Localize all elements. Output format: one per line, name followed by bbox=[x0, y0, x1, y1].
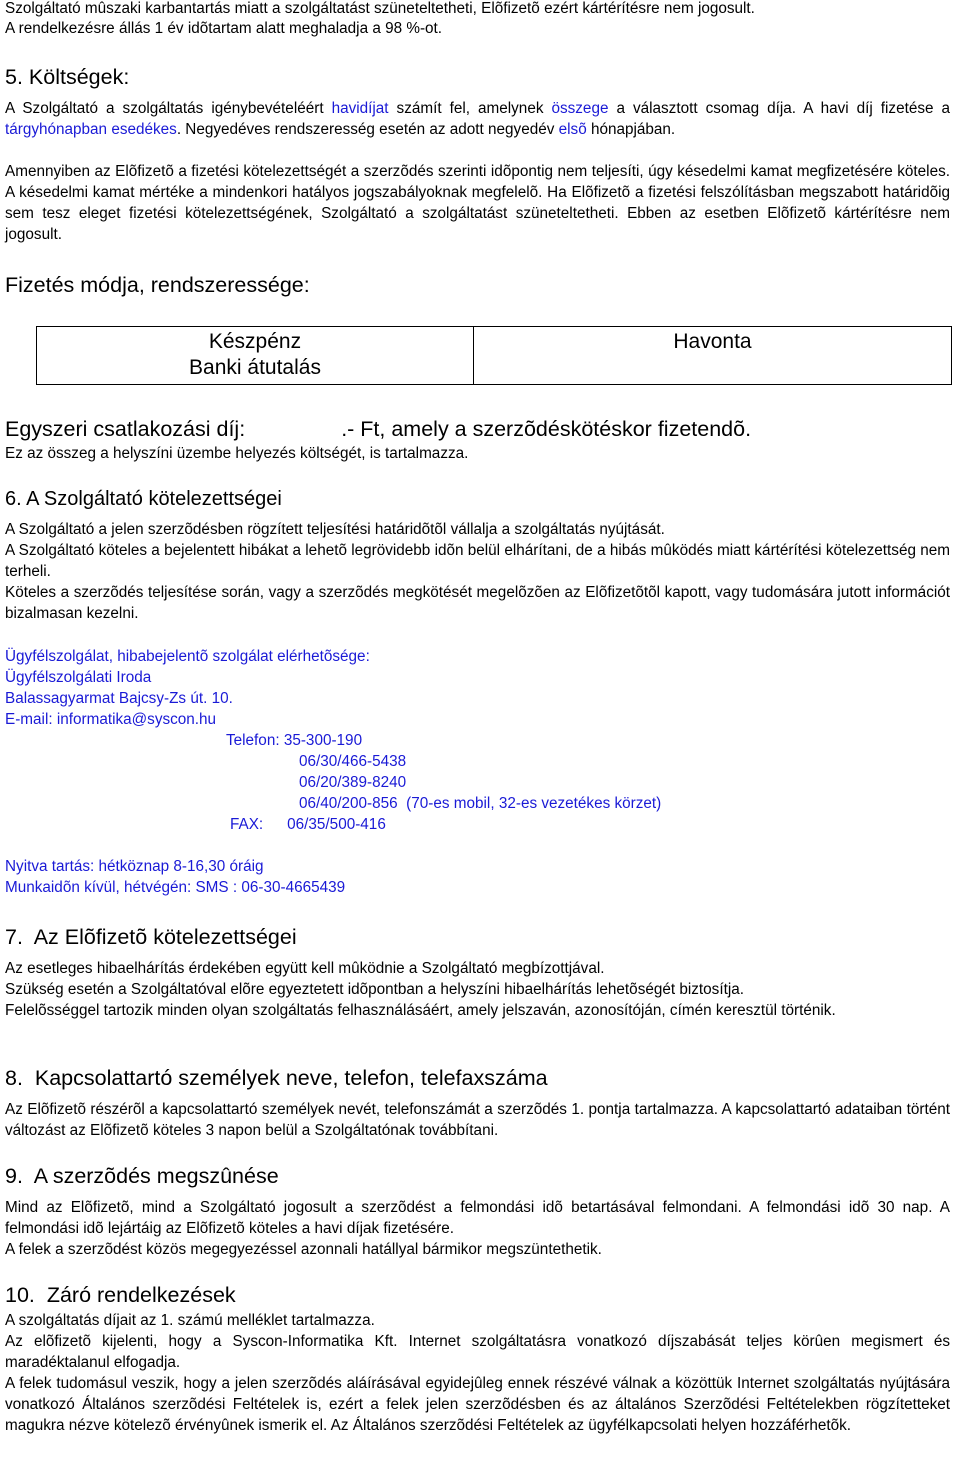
payment-method-transfer: Banki átutalás bbox=[189, 356, 321, 379]
fax-row bbox=[5, 814, 950, 835]
phone-label: Telefon: bbox=[226, 732, 280, 749]
contact-heading: Ügyfélszolgálat, hibabejelentõ szolgálat elérhetõsége: bbox=[5, 648, 370, 665]
connection-fee-text: .- Ft, amely a szerzõdéskötéskor fizetendõ. bbox=[341, 417, 752, 441]
section-6-paragraph-2: A Szolgáltató köteles a bejelentett hibákat a lehetõ legrövidebb idõn belül elhárítani, de a hibás mûködés miatt kártérítési kötelezettség nem terheli. bbox=[5, 542, 950, 580]
section-7-paragraph-1: Az esetleges hibaelhárítás érdekében együtt kell mûködnie a Szolgáltató megbízottjával. bbox=[5, 960, 605, 977]
section-10-heading: 10. Záró rendelkezések bbox=[5, 1283, 236, 1307]
section-5-paragraph-1: A Szolgáltató a szolgáltatás igénybevételéért havidíjat számít fel, amelynek összege a választott csomag díja. A havi díj fizetése a tárgyhónapban esedékes. Negyedéves rendszeresség esetén az adott negyedév elsõ hónapjában. bbox=[5, 100, 951, 138]
contact-email[interactable]: E-mail: informatika@syscon.hu bbox=[5, 711, 217, 728]
phone-number-3: 06/20/389-8240 bbox=[299, 774, 407, 791]
section-9-paragraph-2: A felek a szerzõdést közös megegyezéssel azonnali hatállyal bármikor megszüntethetik. bbox=[5, 1241, 602, 1258]
section-6-paragraph-3: Köteles a szerzõdés teljesítése során, vagy a szerzõdés megkötését megelõzõen az Elõfizetõtõl kapott, vagy tudomására jutott információt bizalmasan kezelni. bbox=[5, 584, 950, 622]
intro-line-2: A rendelkezésre állás 1 év idõtartam alatt meghaladja a 98 %-ot. bbox=[5, 20, 443, 37]
connection-fee-note: Ez az összeg a helyszíni üzembe helyezés költségét, is tartalmazza. bbox=[5, 445, 469, 462]
section-6-paragraph-1: A Szolgáltató a jelen szerzõdésben rögzített teljesítési határidõtõl vállalja a szolgáltatás nyújtását. bbox=[5, 521, 665, 538]
section-6-heading: 6. A Szolgáltató kötelezettségei bbox=[5, 488, 282, 510]
section-10-paragraph-2: Az elõfizetõ kijelenti, hogy a Syscon-Informatika Kft. Internet szolgáltatásra vonatkozó díjszabását teljes körûen megismert és maradéktalanul elfogadja. bbox=[5, 1333, 950, 1371]
section-5-paragraph-2: Amennyiben az Elõfizetõ a fizetési kötelezettségét a szerzõdés szerinti idõpontig nem teljesíti, úgy késedelmi kamat megfizetésére köteles. A késedelmi kamat mértéke a mindenkori hatályos jogszabályoknak megfelelõ. Ha Elõfizetõ a fizetési felszólításban megszabott határidõig sem tesz eleget fizetési kötelezettségének, Szolgáltató a szolgáltatást szüneteltetheti. Ebben az esetben Elõfizetõ kártérítésre nem jogosult. bbox=[5, 163, 950, 243]
contact-phone-row bbox=[5, 730, 950, 751]
section-8-paragraph-1: Az Elõfizetõ részérõl a kapcsolattartó személyek nevét, telefonszámát a szerzõdés 1. pontja tartalmazza. A kapcsolattartó adataiban történt változást az Elõfizetõ köteles 3 napon belül a Szolgáltatónak továbbítani. bbox=[5, 1101, 950, 1139]
section-7-paragraph-2: Szükség esetén a Szolgáltatóval elõre egyeztetett idõpontban a helyszíni hibaelhárítás lehetõségét biztosítja. bbox=[5, 981, 744, 998]
section-10-paragraph-3: A felek tudomásul veszik, hogy a jelen szerzõdés aláírásával egyidejûleg ennek részévé válnak a közöttük Internet szolgáltatás nyújtására vonatkozó Általános szerzõdési Feltételek is, ezért a felek jelen szerzõdésben és az általános Szerzõdési Feltételekben rögzítetteket magukra nézve kötelezõ érvényûnek ismerik el. Az Általános szerzõdési Feltételek az ügyfélkapcsolati helyen hozzáférhetõk. bbox=[5, 1375, 950, 1434]
contact-office: Ügyfélszolgálati Iroda bbox=[5, 669, 152, 686]
payment-methods-cell bbox=[37, 327, 474, 385]
connection-fee-label: Egyszeri csatlakozási díj: bbox=[5, 417, 246, 441]
payment-heading: Fizetés módja, rendszeressége: bbox=[5, 273, 310, 297]
phone-number-1: 35-300-190 bbox=[283, 732, 363, 749]
fax-number: 06/35/500-416 bbox=[287, 816, 386, 833]
fax-label: FAX: bbox=[230, 816, 264, 833]
section-5-heading: 5. Költségek: bbox=[5, 65, 130, 89]
phone-number-2: 06/30/466-5438 bbox=[299, 753, 407, 770]
after-hours-sms: Munkaidõn kívül, hétvégén: SMS : 06-30-4665439 bbox=[5, 879, 346, 896]
connection-fee-line bbox=[5, 416, 950, 442]
section-8-heading: 8. Kapcsolattartó személyek neve, telefon, telefaxszáma bbox=[5, 1066, 548, 1090]
intro-line-1: Szolgáltató mûszaki karbantartás miatt a szolgáltatást szüneteltetheti, Elõfizetõ ezért kártérítésre nem jogosult. bbox=[5, 0, 755, 17]
opening-hours: Nyitva tartás: hétköznap 8-16,30 óráig bbox=[5, 858, 264, 875]
payment-frequency-cell: Havonta bbox=[474, 327, 952, 385]
section-10-paragraph-1: A szolgáltatás díjait az 1. számú melléklet tartalmazza. bbox=[5, 1312, 375, 1329]
payment-method-cash: Készpénz bbox=[208, 330, 302, 353]
payment-table bbox=[36, 326, 952, 385]
contact-address: Balassagyarmat Bajcsy-Zs út. 10. bbox=[5, 690, 233, 707]
contact-block bbox=[5, 646, 950, 898]
phone-number-4: 06/40/200-856 (70-es mobil, 32-es vezetékes körzet) bbox=[299, 795, 662, 812]
section-9-paragraph-1: Mind az Elõfizetõ, mind a Szolgáltató jogosult a szerzõdést a felmondási idõ betartásával felmondani. A felmondási idõ 30 nap. A felmondási idõ lejártáig az Elõfizetõ köteles a havi díjak fizetésére. bbox=[5, 1199, 950, 1237]
section-7-heading: 7. Az Elõfizetõ kötelezettségei bbox=[5, 925, 297, 949]
section-7-paragraph-3: Felelõsséggel tartozik minden olyan szolgáltatás felhasználásáért, amely jelszaván, azonosítóján, címén keresztül történik. bbox=[5, 1002, 836, 1019]
section-9-heading: 9. A szerzõdés megszûnése bbox=[5, 1164, 279, 1188]
